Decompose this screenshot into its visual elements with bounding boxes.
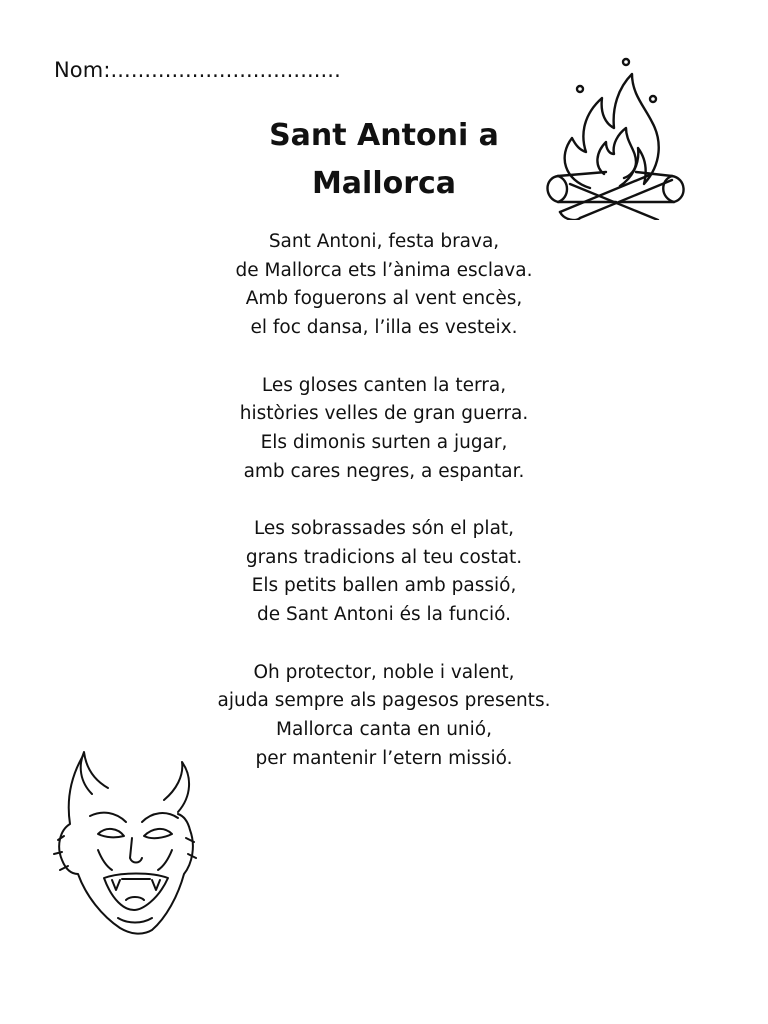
poem-line: de Mallorca ets l’ànima esclava. — [235, 259, 533, 281]
poem-line: Mallorca canta en unió, — [276, 718, 492, 740]
poem-line: grans tradicions al teu costat. — [245, 546, 523, 568]
poem-line: Amb foguerons al vent encès, — [245, 288, 523, 310]
title-line-1: Sant Antoni a — [269, 118, 499, 153]
title-line-2: Mallorca — [311, 166, 457, 201]
stanza — [134, 659, 634, 774]
poem-line: Sant Antoni, festa brava, — [268, 231, 500, 252]
poem-line: per mantenir l’etern missió. — [255, 747, 513, 769]
page-title — [184, 112, 584, 208]
poem-line: Els petits ballen amb passió, — [251, 575, 517, 597]
stanza — [134, 228, 634, 343]
name-field-label: Nom:.................................. — [54, 58, 341, 82]
poem-line: Els dimonis surten a jugar, — [260, 431, 508, 453]
poem-line: Oh protector, noble i valent, — [253, 661, 515, 683]
poem-line: el foc dansa, l’illa es vesteix. — [250, 317, 518, 339]
devil-icon — [46, 746, 202, 942]
poem-line: històries velles de gran guerra. — [239, 403, 529, 425]
poem-line: Les gloses canten la terra, — [261, 374, 507, 396]
poem-line: ajuda sempre als pagesos presents. — [217, 690, 551, 712]
poem — [134, 228, 634, 802]
stanza — [134, 515, 634, 630]
bonfire-icon — [540, 52, 690, 220]
poem-line: de Sant Antoni és la funció. — [256, 604, 512, 626]
stanza — [134, 372, 634, 487]
poem-line: amb cares negres, a espantar. — [243, 460, 525, 482]
poem-line: Les sobrassades són el plat, — [253, 518, 515, 539]
